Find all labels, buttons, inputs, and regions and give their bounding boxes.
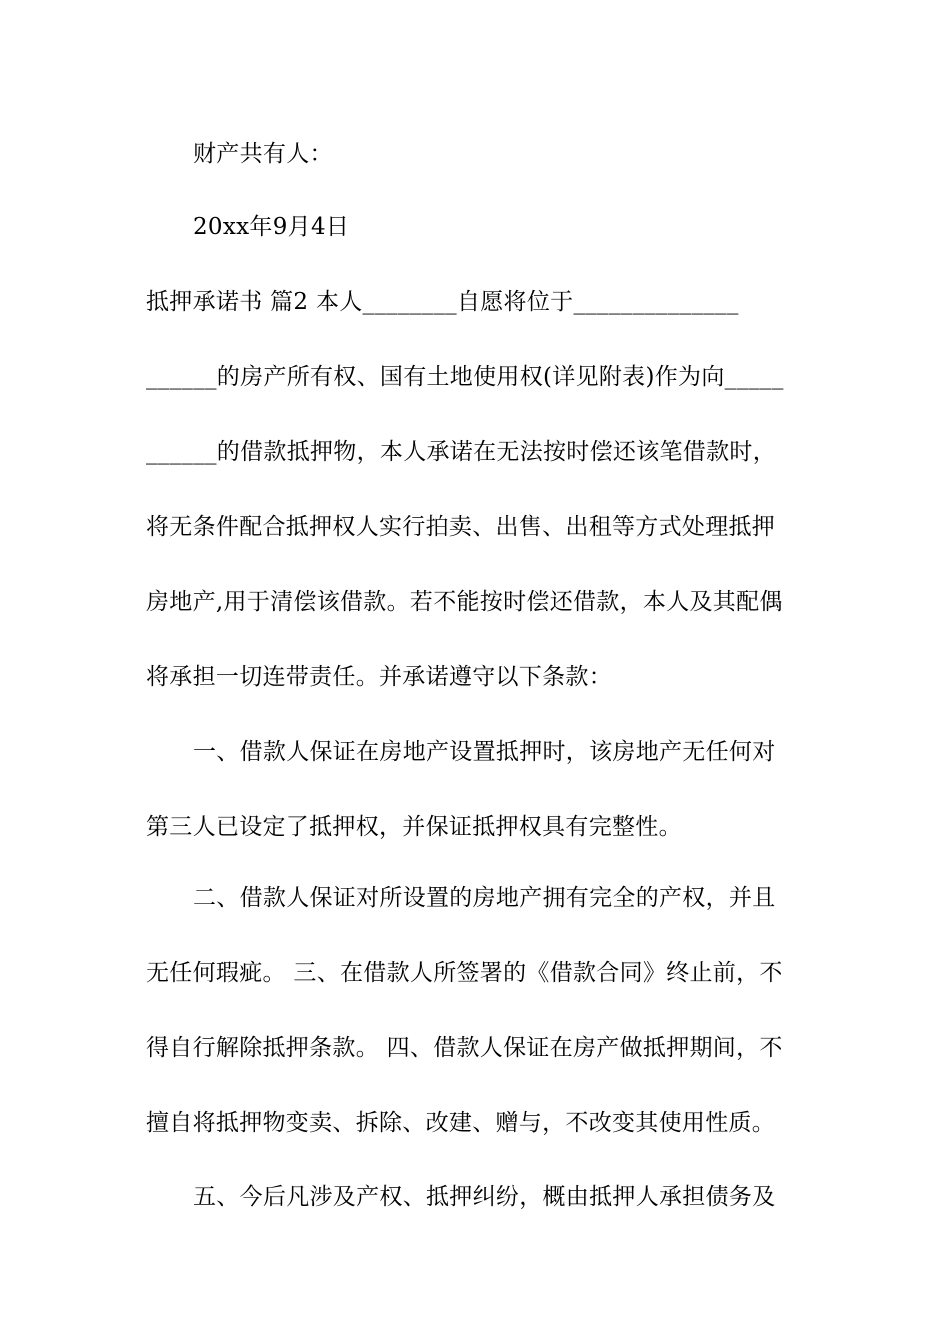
co-owner-label: 财产共有人： bbox=[193, 141, 333, 167]
paragraph-line: 房地产,用于清偿该借款。若不能按时偿还借款，本人及其配偶 bbox=[146, 589, 783, 615]
paragraph-line: 擅自将抵押物变卖、拆除、改建、赠与，不改变其使用性质。 bbox=[146, 1110, 776, 1136]
paragraph-line: 第三人已设定了抵押权，并保证抵押权具有完整性。 bbox=[146, 814, 682, 840]
clause-five-line: 五、今后凡涉及产权、抵押纠纷，概由抵押人承担债务及 bbox=[193, 1184, 776, 1210]
paragraph-line: ______的房产所有权、国有土地使用权(详见附表)作为向_____ bbox=[146, 364, 784, 390]
paragraph-line: ______的借款抵押物，本人承诺在无法按时偿还该笔借款时， bbox=[146, 439, 776, 465]
paragraph-line: 将承担一切连带责任。并承诺遵守以下条款： bbox=[146, 664, 612, 690]
date-line: 20xx年9月4日 bbox=[193, 214, 350, 240]
clause-one-line: 一、借款人保证在房地产设置抵押时，该房地产无任何对 bbox=[193, 739, 776, 765]
paragraph-line: 无任何瑕疵。 三、在借款人所签署的《借款合同》终止前，不 bbox=[146, 960, 783, 986]
paragraph-line: 将无条件配合抵押权人实行拍卖、出售、出租等方式处理抵押 bbox=[146, 514, 776, 540]
section-title-line: 抵押承诺书 篇2 本人________自愿将位于______________ bbox=[146, 289, 739, 315]
clause-two-line: 二、借款人保证对所设置的房地产拥有完全的产权，并且 bbox=[193, 885, 776, 911]
paragraph-line: 得自行解除抵押条款。 四、借款人保证在房产做抵押期间，不 bbox=[146, 1035, 783, 1061]
